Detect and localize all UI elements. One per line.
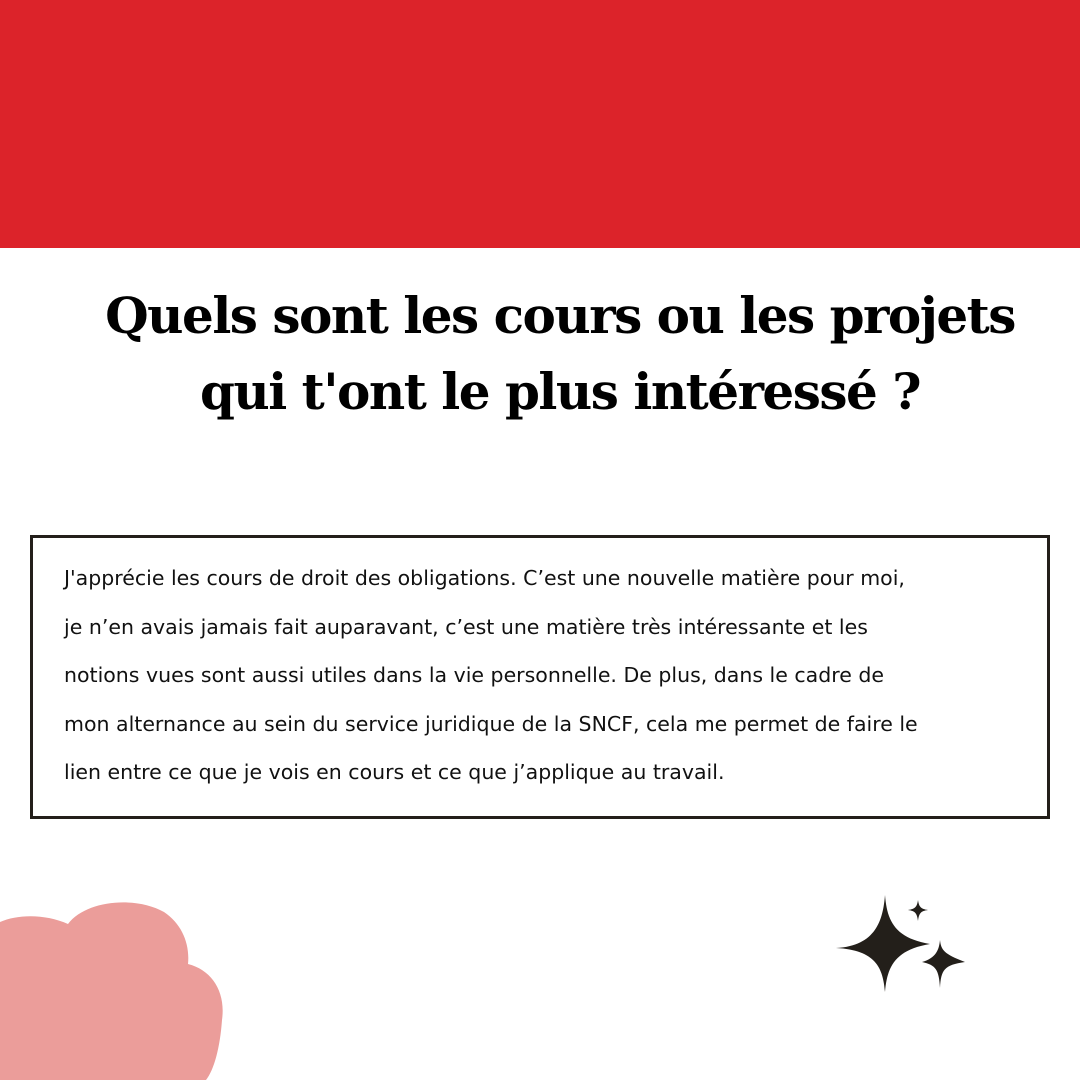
answer-box [30,535,1050,819]
sparkle-small-top [908,900,928,921]
answer-text [64,554,1044,797]
answer-line-2: je n’en avais jamais fait auparavant, c’est une matière très intéressante et les [64,614,868,639]
question-title [80,278,1040,430]
answer-line-3: notions vues sont aussi utiles dans la vie personnelle. De plus, dans le cadre de [64,663,884,687]
sparkles-icon [830,890,980,1000]
question-title-line-2: qui t'ont le plus intéressé ? [199,362,921,421]
question-title-line-1: Quels sont les cours ou les projets [105,286,1015,345]
answer-line-1: J'apprécie les cours de droit des obligations. C’est une nouvelle matière pour moi, [64,566,905,590]
cloud-icon [0,880,240,1080]
top-red-band [0,0,1080,248]
answer-line-4: mon alternance au sein du service juridique de la SNCF, cela me permet de faire le [64,711,918,736]
cloud-shape [0,902,223,1080]
sparkle-small-right [922,940,965,988]
answer-line-5: lien entre ce que je vois en cours et ce que j’applique au travail. [64,760,725,784]
